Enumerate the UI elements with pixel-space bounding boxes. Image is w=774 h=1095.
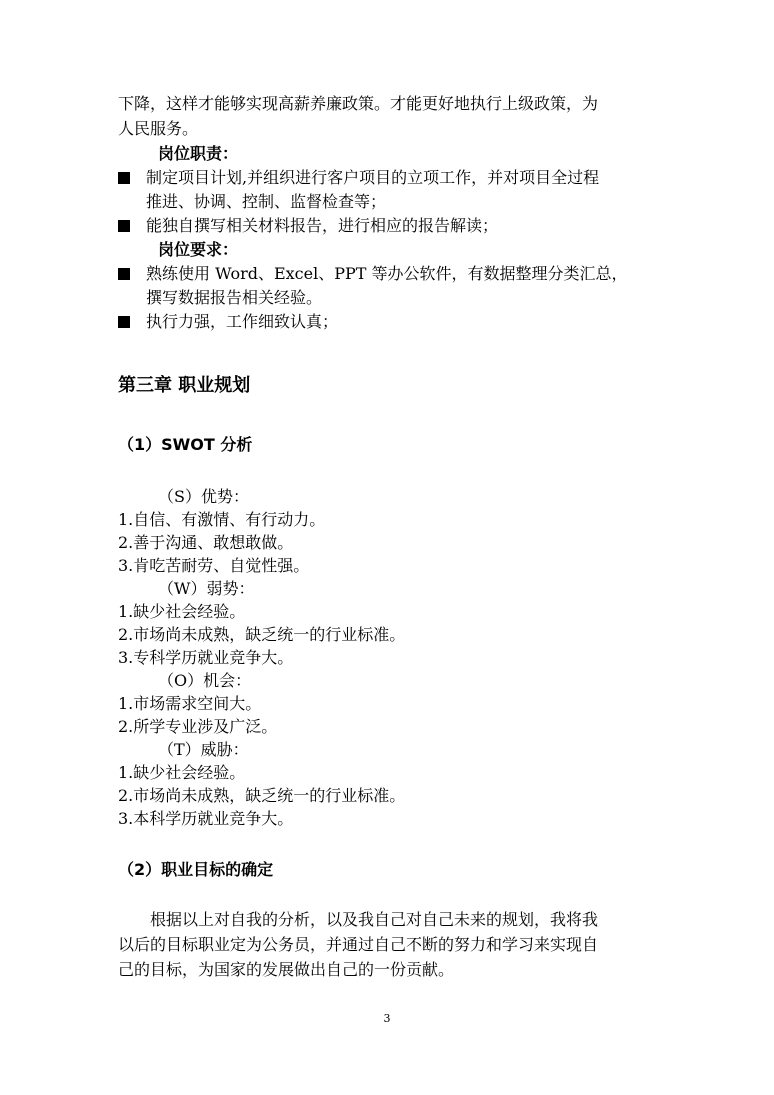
intro-line-1: 下降，这样才能够实现高薪养廉政策。才能更好地执行上级政策，为: [118, 94, 599, 113]
swot-o-item-1: 1.市场需求空间大。: [118, 694, 262, 713]
swot-s-item-1: 1.自信、有激情、有行动力。: [118, 510, 326, 529]
swot-t-item-3: 3.本科学历就业竞争大。: [118, 809, 294, 828]
bullet-square-icon: [118, 268, 130, 280]
swot-s-item-2: 2.善于沟通、敢想敢做。: [118, 533, 294, 552]
swot-title: （1）SWOT 分析: [118, 435, 253, 454]
bullet-square-icon: [118, 220, 130, 232]
swot-o-title: （O）机会：: [158, 671, 252, 690]
swot-w-item-3: 3.专科学历就业竞争大。: [118, 648, 294, 667]
page-number: 3: [383, 1012, 391, 1025]
duties-title: 岗位职责：: [158, 144, 239, 163]
duty-item-2: 能独自撰写相关材料报告，进行相应的报告解读；: [146, 216, 499, 235]
bullet-square-icon: [118, 172, 130, 184]
goal-title: （2）职业目标的确定: [118, 860, 274, 879]
chapter-title: 第三章 职业规划: [118, 375, 251, 396]
swot-w-item-2: 2.市场尚未成熟，缺乏统一的行业标准。: [118, 625, 406, 644]
intro-line-2: 人民服务。: [118, 119, 199, 138]
swot-s-title: （S）优势：: [158, 487, 249, 506]
swot-t-title: （T）威胁：: [158, 740, 249, 759]
goal-line-2: 以后的目标职业定为公务员，并通过自己不断的努力和学习来实现自: [118, 935, 599, 954]
bullet-square-icon: [118, 316, 130, 328]
swot-t-item-2: 2.市场尚未成熟，缺乏统一的行业标准。: [118, 786, 406, 805]
duty-item-1-line-2: 推进、协调、控制、监督检查等；: [146, 192, 387, 211]
requirement-item-2: 执行力强，工作细致认真；: [146, 312, 339, 331]
requirements-title: 岗位要求：: [158, 240, 239, 259]
requirement-item-1-line-2: 撰写数据报告相关经验。: [146, 288, 323, 307]
swot-s-item-3: 3.肯吃苦耐劳、自觉性强。: [118, 556, 310, 575]
requirement-item-1-line-1: 熟练使用 Word、Excel、PPT 等办公软件，有数据整理分类汇总，: [146, 264, 628, 283]
swot-o-item-2: 2.所学专业涉及广泛。: [118, 717, 278, 736]
swot-t-item-1: 1.缺少社会经验。: [118, 763, 246, 782]
goal-line-1: 根据以上对自我的分析，以及我自己对自己未来的规划，我将我: [150, 910, 599, 929]
swot-w-item-1: 1.缺少社会经验。: [118, 602, 246, 621]
goal-line-3: 己的目标，为国家的发展做出自己的一份贡献。: [118, 960, 455, 979]
duty-item-1-line-1: 制定项目计划,并组织进行客户项目的立项工作，并对项目全过程: [146, 168, 600, 187]
swot-w-title: （W）弱势：: [158, 579, 255, 598]
